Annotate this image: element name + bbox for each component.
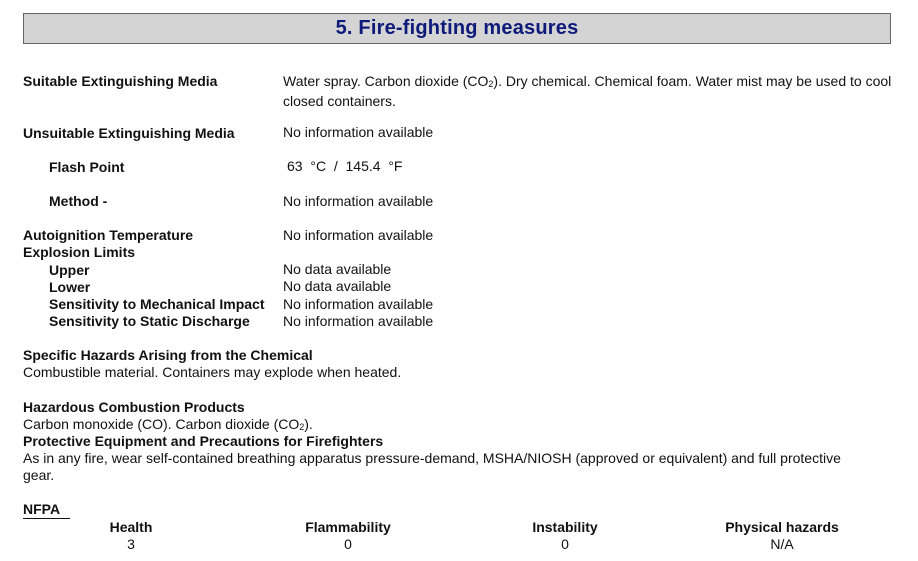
flash-point-value: 63 °C / 145.4 °F — [287, 158, 403, 174]
combustion-products-label: Hazardous Combustion Products — [23, 399, 245, 415]
nfpa-value-health: 3 — [127, 536, 135, 552]
unsuitable-media-value: No information available — [283, 124, 434, 140]
mechanical-impact-label: Sensitivity to Mechanical Impact — [49, 296, 265, 312]
protective-equipment-value: As in any fire, wear self-contained breathing apparatus pressure-demand, MSHA/NIOSH (approved or equivalent) and full protective gear. — [23, 450, 841, 483]
section-title: 5. Fire-fighting measures — [335, 17, 579, 39]
nfpa-header-flammability: Flammability — [305, 519, 391, 535]
nfpa-value-instability: 0 — [561, 536, 569, 552]
static-discharge-label: Sensitivity to Static Discharge — [49, 313, 250, 329]
nfpa-header-health: Health — [109, 519, 153, 535]
method-value: No information available — [283, 193, 434, 209]
specific-hazards-value: Combustible material. Containers may explode when heated. — [23, 364, 402, 380]
suitable-media-text-1: Water spray. Carbon dioxide (CO — [283, 73, 489, 89]
upper-limit-value: No data available — [283, 261, 392, 277]
explosion-limits-label: Explosion Limits — [23, 244, 136, 260]
combustion-products-subscript: 2 — [299, 422, 305, 432]
autoignition-value: No information available — [283, 227, 434, 243]
protective-equipment-label: Protective Equipment and Precautions for Firefighters — [23, 433, 384, 449]
lower-limit-label: Lower — [49, 279, 91, 295]
combustion-products-text-1: Carbon monoxide (CO). Carbon dioxide (CO — [23, 416, 300, 432]
static-discharge-value: No information available — [283, 313, 434, 329]
suitable-media-value — [283, 73, 895, 110]
unsuitable-media-label: Unsuitable Extinguishing Media — [23, 125, 235, 141]
mechanical-impact-value: No information available — [283, 296, 434, 312]
specific-hazards-label: Specific Hazards Arising from the Chemical — [23, 347, 313, 363]
combustion-products-text-2: ). — [304, 416, 313, 432]
method-label: Method - — [49, 193, 108, 209]
nfpa-value-flammability: 0 — [344, 536, 352, 552]
suitable-media-subscript: 2 — [488, 79, 494, 89]
section-title-bar — [23, 13, 891, 44]
suitable-media-text-2: ). Dry chemical. Chemical foam. Water mist may be used to cool closed containers. — [283, 73, 892, 109]
nfpa-value-physical-hazards: N/A — [770, 536, 794, 552]
nfpa-title: NFPA — [23, 501, 70, 519]
combustion-products-value — [23, 416, 313, 432]
lower-limit-value: No data available — [283, 278, 392, 294]
autoignition-label: Autoignition Temperature — [23, 227, 194, 243]
upper-limit-label: Upper — [49, 262, 90, 278]
nfpa-header-physical-hazards: Physical hazards — [725, 519, 839, 535]
nfpa-header-instability: Instability — [532, 519, 598, 535]
suitable-media-label: Suitable Extinguishing Media — [23, 73, 218, 89]
flash-point-label: Flash Point — [49, 159, 125, 175]
